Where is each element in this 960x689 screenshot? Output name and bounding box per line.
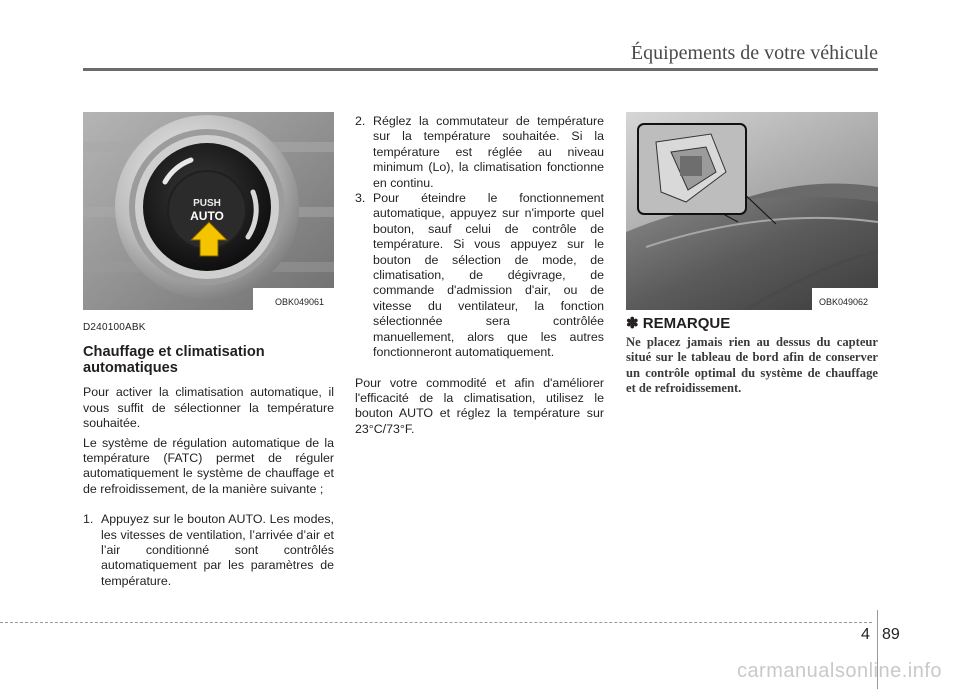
figure-auto-button xyxy=(83,112,334,310)
list-item-number: 3. xyxy=(355,191,366,206)
list-item-number: 1. xyxy=(83,512,94,527)
running-header: Équipements de votre véhicule xyxy=(630,42,878,64)
list-item-text: Appuyez sur le bouton AUTO. Les modes, les vitesses de ventilation, l’arrivée d’air et l’air conditionné sont contrôlés automatiquement par les paramètres de température. xyxy=(101,512,334,588)
auto-label: AUTO xyxy=(190,209,224,223)
figure-label-left: OBK049061 xyxy=(275,297,325,307)
footer-rule xyxy=(0,622,872,623)
push-label: PUSH xyxy=(193,198,221,209)
auto-knob-illustration xyxy=(83,112,334,310)
list-item xyxy=(355,114,604,191)
chapter-number: 4 xyxy=(861,626,870,643)
middle-column xyxy=(355,114,604,437)
watermark: carmanualsonline.info xyxy=(736,660,942,682)
note-heading xyxy=(626,314,730,332)
header-rule xyxy=(83,68,878,71)
note-body: Ne placez jamais rien au dessus du capteur situé sur le tableau de bord afin de conserver un contrôle optimal du système de chauffage et de refroidissement. xyxy=(626,335,878,396)
paragraph: Pour votre commodité et afin d'améliorer l'efficacité de la climatisation, utilisez le bouton AUTO et réglez la température sur 23°C/73°F. xyxy=(355,375,604,436)
list-item xyxy=(355,191,604,360)
list-item xyxy=(83,512,334,589)
list-item-text: Réglez la commutateur de température sur la température souhaitée. Si la température est réglée au niveau minimum (Lo), la climatisation fonctionne en continu. xyxy=(373,114,604,190)
paragraph: Pour activer la climatisation automatique, il vous suffit de sélectionner la température souhaitée. xyxy=(83,385,334,431)
section-heading: Chauffage et climatisation automatiques xyxy=(83,344,265,377)
page-number: 89 xyxy=(882,626,900,643)
section-code: D240100ABK xyxy=(83,322,146,333)
left-column xyxy=(83,320,334,589)
note-symbol-icon: ✽ xyxy=(626,315,639,332)
sensor-illustration xyxy=(626,112,878,310)
list-item-number: 2. xyxy=(355,114,366,128)
note-title: REMARQUE xyxy=(642,315,731,332)
paragraph: Le système de régulation automatique de la température (FATC) permet de réguler automatiquement le système de chauffage et de refroidissement, de la manière suivante ; xyxy=(83,435,334,496)
figure-dashboard-sensor xyxy=(626,112,878,310)
list-item-text: Pour éteindre le fonctionnement automatique, appuyez sur n'importe quel bouton, sauf celui de contrôle de température. Si vous appuyez sur le bouton de sélection de mode, de climatisation, de dégivrage, de commande d'admission d'air, ou de vitesse du ventilateur, la fonction sélectionnée sera contrôlée manuellement, alors que les autres fonctionneront automatiquement. xyxy=(373,191,604,360)
figure-label-right: OBK049062 xyxy=(819,297,869,307)
